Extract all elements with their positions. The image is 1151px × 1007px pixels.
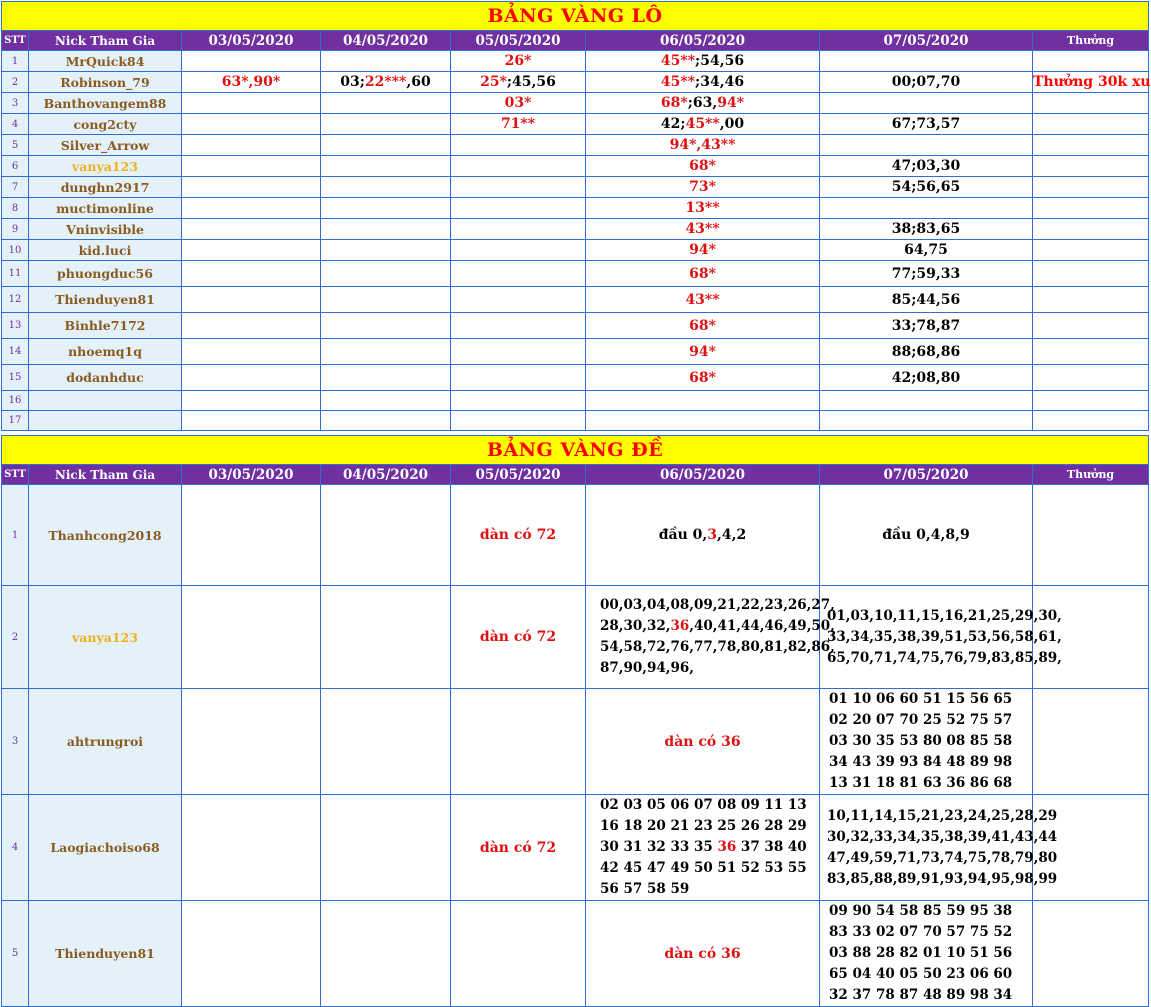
stt-cell: 1 (2, 51, 29, 72)
nick-cell: Vninvisible (29, 219, 182, 240)
stt-cell: 4 (2, 795, 29, 901)
nick-cell: nhoemq1q (29, 339, 182, 365)
cell (820, 198, 1033, 219)
cell (321, 391, 451, 411)
stt-cell: 5 (2, 901, 29, 1007)
nick-cell: Binhle7172 (29, 313, 182, 339)
nick-cell: muctimonline (29, 198, 182, 219)
cell (1033, 114, 1149, 135)
table-row (2, 240, 1149, 261)
reward-cell: Thưởng 30k xu (1033, 72, 1149, 93)
cell (820, 51, 1033, 72)
nick-cell: Banthovangem88 (29, 93, 182, 114)
stt-cell: 14 (2, 339, 29, 365)
cell (1033, 93, 1149, 114)
cell: 01 10 06 60 51 15 56 65 02 20 07 70 25 52 75 57 03 30 35 53 80 08 85 58 34 43 39 93 84 48 89 98 13 31 18 81 63 36 86 68 (820, 689, 1033, 795)
cell (182, 485, 321, 586)
cell: 13** (586, 198, 820, 219)
cell (1033, 261, 1149, 287)
cell: 01,03,10,11,15,16,21,25,29,30, 33,34,35,38,39,51,53,56,58,61, 65,70,71,74,75,76,79,83,85,89, (820, 586, 1033, 689)
cell (1033, 313, 1149, 339)
nick-cell: Thienduyen81 (29, 287, 182, 313)
cell (586, 411, 820, 431)
cell: 47;03,30 (820, 156, 1033, 177)
cell (182, 689, 321, 795)
cell (451, 391, 586, 411)
cell (451, 411, 586, 431)
stt-cell: 6 (2, 156, 29, 177)
cell: 54;56,65 (820, 177, 1033, 198)
lo-table (1, 1, 1149, 431)
table-row (2, 411, 1149, 431)
header-date: 03/05/2020 (182, 465, 321, 485)
cell (182, 240, 321, 261)
table-row (2, 198, 1149, 219)
cell (451, 287, 586, 313)
header-date: 04/05/2020 (321, 465, 451, 485)
table-row (2, 901, 1149, 1007)
nick-cell: vanya123 (29, 156, 182, 177)
cell: 38;83,65 (820, 219, 1033, 240)
de-table (1, 435, 1149, 1007)
number-text: đầu 0, (658, 527, 708, 543)
stt-cell: 2 (2, 586, 29, 689)
cell (451, 689, 586, 795)
cell (182, 411, 321, 431)
header-nick: Nick Tham Gia (29, 31, 182, 51)
cell (321, 365, 451, 391)
cell (586, 72, 820, 93)
cell (321, 901, 451, 1007)
cell (451, 135, 586, 156)
nick-cell: ahtrungroi (29, 689, 182, 795)
table-row (2, 135, 1149, 156)
stt-cell: 3 (2, 689, 29, 795)
number-text: ;34,46 (695, 74, 745, 90)
cell (182, 198, 321, 219)
cell (451, 156, 586, 177)
cell: 94* (586, 339, 820, 365)
cell (182, 177, 321, 198)
nick-cell: kid.luci (29, 240, 182, 261)
nick-cell: dunghn2917 (29, 177, 182, 198)
number-text: ;54,56 (695, 53, 745, 69)
stt-cell: 16 (2, 391, 29, 411)
nick-cell (29, 391, 182, 411)
cell: 68* (586, 365, 820, 391)
cell (1033, 156, 1149, 177)
cell (586, 93, 820, 114)
number-text: ;63, (687, 95, 718, 111)
number-text: 02 03 05 06 07 08 09 11 13 16 18 20 21 23 25 26 28 29 30 31 32 33 35 (600, 797, 807, 855)
cell: 03* (451, 93, 586, 114)
cell (182, 339, 321, 365)
cell (1033, 901, 1149, 1007)
cell: dàn có 72 (451, 586, 586, 689)
cell: 10,11,14,15,21,23,24,25,28,29 30,32,33,34,35,38,39,41,43,44 47,49,59,71,73,74,75,78,79,80 83,85,88,89,91,93,94,95,98,99 (820, 795, 1033, 901)
cell (451, 219, 586, 240)
nick-cell: Robinson_79 (29, 72, 182, 93)
cell (321, 135, 451, 156)
nick-cell: Thienduyen81 (29, 901, 182, 1007)
cell (321, 219, 451, 240)
cell: 68* (586, 313, 820, 339)
cell: dàn có 72 (451, 795, 586, 901)
header-date: 07/05/2020 (820, 31, 1033, 51)
cell (1033, 391, 1149, 411)
header-date: 06/05/2020 (586, 465, 820, 485)
number-text: ,4,2 (717, 527, 747, 543)
cell (182, 93, 321, 114)
cell (182, 313, 321, 339)
nick-cell: cong2cty (29, 114, 182, 135)
cell (586, 795, 820, 901)
cell (182, 391, 321, 411)
hit-number: 45** (660, 53, 696, 69)
cell (321, 586, 451, 689)
cell (1033, 51, 1149, 72)
hit-number: 94* (717, 95, 745, 111)
cell: 94* (586, 240, 820, 261)
table-row (2, 339, 1149, 365)
cell (451, 313, 586, 339)
nick-cell: phuongduc56 (29, 261, 182, 287)
cell (451, 198, 586, 219)
header-reward: Thưởng (1033, 465, 1149, 485)
cell (586, 485, 820, 586)
cell (321, 114, 451, 135)
cell: dàn có 36 (586, 689, 820, 795)
cell (1033, 219, 1149, 240)
cell: 42;08,80 (820, 365, 1033, 391)
stt-cell: 11 (2, 261, 29, 287)
cell (451, 901, 586, 1007)
cell (321, 240, 451, 261)
number-text: ,00 (719, 116, 745, 132)
cell (1033, 339, 1149, 365)
cell: 67;73,57 (820, 114, 1033, 135)
stt-cell: 4 (2, 114, 29, 135)
stt-cell: 17 (2, 411, 29, 431)
cell (182, 261, 321, 287)
cell: dàn có 72 (451, 485, 586, 586)
cell: 73* (586, 177, 820, 198)
cell (321, 72, 451, 93)
cell (182, 51, 321, 72)
nick-cell: vanya123 (29, 586, 182, 689)
cell (321, 51, 451, 72)
cell (182, 365, 321, 391)
cell (820, 135, 1033, 156)
cell: 68* (586, 156, 820, 177)
header-date: 06/05/2020 (586, 31, 820, 51)
cell (182, 795, 321, 901)
cell: 63*,90* (182, 72, 321, 93)
cell (1033, 198, 1149, 219)
cell (182, 901, 321, 1007)
number-text: ,40,41,44,46,49,50, 54,58,72,76,77,78,80,81,82,86, 87,90,94,96, (600, 618, 835, 676)
stt-cell: 13 (2, 313, 29, 339)
cell (321, 411, 451, 431)
cell (1033, 689, 1149, 795)
cell: 68* (586, 261, 820, 287)
cell (1033, 365, 1149, 391)
cell (820, 411, 1033, 431)
cell (182, 586, 321, 689)
table-row (2, 287, 1149, 313)
table-row (2, 72, 1149, 93)
stt-cell: 10 (2, 240, 29, 261)
cell (1033, 411, 1149, 431)
table-row (2, 51, 1149, 72)
table-row (2, 261, 1149, 287)
cell: 43** (586, 219, 820, 240)
cell: 85;44,56 (820, 287, 1033, 313)
cell (321, 313, 451, 339)
header-nick: Nick Tham Gia (29, 465, 182, 485)
hit-number: 3 (707, 527, 718, 543)
table-row (2, 391, 1149, 411)
stt-cell: 5 (2, 135, 29, 156)
stt-cell: 8 (2, 198, 29, 219)
cell (182, 219, 321, 240)
cell (451, 240, 586, 261)
hit-number: 45** (660, 74, 696, 90)
cell: dàn có 36 (586, 901, 820, 1007)
stt-cell: 2 (2, 72, 29, 93)
hit-number: 22*** (364, 74, 407, 90)
cell: 00;07,70 (820, 72, 1033, 93)
cell (451, 261, 586, 287)
cell (1033, 240, 1149, 261)
nick-cell (29, 411, 182, 431)
number-text: 37 38 40 42 45 47 49 50 51 52 53 55 56 57 58 59 (600, 839, 807, 897)
hit-number: 68* (660, 95, 688, 111)
table-row (2, 485, 1149, 586)
cell (321, 339, 451, 365)
stt-cell: 7 (2, 177, 29, 198)
cell (321, 485, 451, 586)
de-title: BẢNG VÀNG ĐỀ (2, 436, 1149, 465)
hit-number: 45** (685, 116, 720, 132)
header-stt: STT (2, 31, 29, 51)
cell: 26* (451, 51, 586, 72)
cell (586, 391, 820, 411)
header-date: 07/05/2020 (820, 465, 1033, 485)
cell (820, 391, 1033, 411)
cell: 09 90 54 58 85 59 95 38 83 33 02 07 70 57 75 52 03 88 28 82 01 10 51 56 65 04 40 05 50 23 06 60 32 37 78 87 48 89 98 34 (820, 901, 1033, 1007)
table-row (2, 313, 1149, 339)
cell (182, 156, 321, 177)
table-row (2, 689, 1149, 795)
cell (1033, 287, 1149, 313)
table-row (2, 93, 1149, 114)
cell (586, 586, 835, 689)
cell: đầu 0,4,8,9 (820, 485, 1033, 586)
stt-cell: 12 (2, 287, 29, 313)
cell (451, 177, 586, 198)
stt-cell: 1 (2, 485, 29, 586)
hit-number: 36 (717, 839, 737, 855)
de-header-row (2, 465, 1149, 485)
header-date: 05/05/2020 (451, 31, 586, 51)
number-text: 42; (660, 116, 686, 132)
stt-cell: 9 (2, 219, 29, 240)
cell (451, 72, 586, 93)
cell (586, 114, 820, 135)
number-text: ,60 (406, 74, 431, 90)
table-row (2, 156, 1149, 177)
header-date: 05/05/2020 (451, 465, 586, 485)
lo-title: BẢNG VÀNG LÔ (2, 2, 1149, 31)
cell (182, 287, 321, 313)
table-row (2, 586, 1149, 689)
cell: 71** (451, 114, 586, 135)
cell (321, 198, 451, 219)
stt-cell: 15 (2, 365, 29, 391)
cell (1033, 135, 1149, 156)
table-row (2, 114, 1149, 135)
nick-cell: dodanhduc (29, 365, 182, 391)
cell (321, 156, 451, 177)
cell (586, 51, 820, 72)
table-row (2, 795, 1149, 901)
number-text: ;45,56 (506, 74, 556, 90)
cell: 77;59,33 (820, 261, 1033, 287)
cell (182, 135, 321, 156)
header-reward: Thưởng (1033, 31, 1149, 51)
nick-cell: Silver_Arrow (29, 135, 182, 156)
cell (321, 93, 451, 114)
table-row (2, 219, 1149, 240)
cell (1033, 177, 1149, 198)
header-date: 03/05/2020 (182, 31, 321, 51)
cell (182, 114, 321, 135)
nick-cell: Thanhcong2018 (29, 485, 182, 586)
cell (321, 795, 451, 901)
lo-header-row (2, 31, 1149, 51)
cell (321, 261, 451, 287)
cell: 88;68,86 (820, 339, 1033, 365)
nick-cell: Laogiachoiso68 (29, 795, 182, 901)
hit-number: 25* (480, 74, 507, 90)
header-date: 04/05/2020 (321, 31, 451, 51)
cell (321, 689, 451, 795)
cell (1033, 485, 1149, 586)
cell (820, 93, 1033, 114)
number-text: 00,03,04,08,09,21,22,23,26,27, 28,30,32, (600, 597, 835, 634)
cell (321, 287, 451, 313)
cell: 43** (586, 287, 820, 313)
stt-cell: 3 (2, 93, 29, 114)
table-row (2, 365, 1149, 391)
cell (321, 177, 451, 198)
cell: 94*,43** (586, 135, 820, 156)
header-stt: STT (2, 465, 29, 485)
number-text: 03; (340, 74, 365, 90)
cell: 33;78,87 (820, 313, 1033, 339)
table-row (2, 177, 1149, 198)
cell (451, 365, 586, 391)
hit-number: 36 (670, 618, 690, 634)
cell (451, 339, 586, 365)
cell: 64,75 (820, 240, 1033, 261)
nick-cell: MrQuick84 (29, 51, 182, 72)
